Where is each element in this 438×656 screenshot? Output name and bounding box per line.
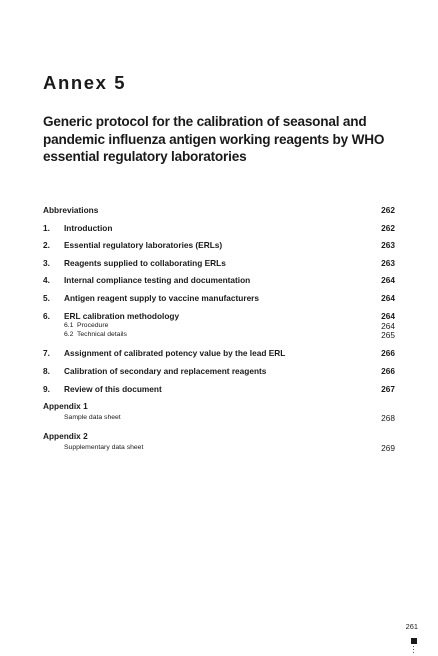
toc-section-9[interactable] bbox=[43, 384, 395, 402]
table-of-contents bbox=[43, 205, 395, 461]
toc-subsection-6-2[interactable] bbox=[43, 331, 395, 340]
document-title: Generic protocol for the calibration of seasonal and pandemic influenza antigen working reagents by WHO essential regulatory laboratories bbox=[43, 114, 385, 164]
section-page: 266 bbox=[381, 365, 395, 376]
toc-appendix-1-heading bbox=[43, 401, 395, 413]
section-label: Review of this document bbox=[64, 383, 162, 394]
section-page: 264 bbox=[381, 275, 395, 286]
section-number: 8. bbox=[43, 365, 50, 376]
toc-label: Abbreviations bbox=[43, 205, 99, 215]
toc-section-8[interactable] bbox=[43, 366, 395, 384]
section-number: 5. bbox=[43, 292, 50, 303]
subsection-page: 265 bbox=[381, 329, 395, 340]
section-number: 3. bbox=[43, 257, 50, 268]
toc-section-3[interactable] bbox=[43, 258, 395, 276]
toc-appendix-2-heading bbox=[43, 431, 395, 443]
toc-appendix-1-item[interactable] bbox=[43, 413, 395, 431]
section-page: 267 bbox=[381, 383, 395, 394]
section-number: 7. bbox=[43, 348, 50, 359]
subsection-page: 264 bbox=[381, 321, 395, 332]
section-number: 6. bbox=[43, 310, 50, 321]
section-page: 263 bbox=[381, 240, 395, 251]
section-page: 262 bbox=[381, 222, 395, 233]
appendix-label: Appendix 1 bbox=[43, 401, 88, 412]
toc-abbreviations[interactable] bbox=[43, 205, 395, 223]
toc-section-7[interactable] bbox=[43, 348, 395, 366]
page-number: 261 bbox=[405, 622, 418, 631]
section-label: Introduction bbox=[64, 222, 113, 233]
toc-section-2[interactable] bbox=[43, 240, 395, 258]
toc-section-5[interactable] bbox=[43, 293, 395, 311]
section-page: 264 bbox=[381, 292, 395, 303]
subsection-label: Technical details bbox=[77, 330, 127, 338]
section-label: Assignment of calibrated potency value by the lead ERL bbox=[64, 348, 286, 359]
appendix-label: Appendix 2 bbox=[43, 431, 88, 442]
section-number: 2. bbox=[43, 240, 50, 251]
section-page: 263 bbox=[381, 257, 395, 268]
section-label: Essential regulatory laboratories (ERLs) bbox=[64, 240, 223, 251]
section-number: 1. bbox=[43, 222, 50, 233]
subsection-number: 6.1 bbox=[64, 322, 74, 330]
subsection-label: Procedure bbox=[77, 322, 109, 330]
section-label: ERL calibration methodology bbox=[64, 310, 180, 321]
page-marker-square bbox=[411, 638, 417, 644]
section-label: Internal compliance testing and documentation bbox=[64, 275, 251, 286]
appendix-item-label: Sample data sheet bbox=[64, 414, 121, 422]
section-label: Reagents supplied to collaborating ERLs bbox=[64, 257, 226, 268]
appendix-page: 269 bbox=[381, 443, 395, 454]
section-label: Calibration of secondary and replacement reagents bbox=[64, 365, 267, 376]
section-page: 266 bbox=[381, 348, 395, 359]
toc-section-1[interactable] bbox=[43, 223, 395, 241]
appendix-page: 268 bbox=[381, 413, 395, 424]
annex-heading: Annex 5 bbox=[43, 72, 127, 93]
appendix-item-label: Supplementary data sheet bbox=[64, 444, 144, 452]
section-page: 264 bbox=[381, 310, 395, 321]
page-marker-dots bbox=[413, 646, 414, 655]
subsection-number: 6.2 bbox=[64, 330, 74, 338]
section-label: Antigen reagent supply to vaccine manufacturers bbox=[64, 292, 260, 303]
toc-section-4[interactable] bbox=[43, 275, 395, 293]
section-number: 9. bbox=[43, 383, 50, 394]
section-number: 4. bbox=[43, 275, 50, 286]
toc-page: 262 bbox=[381, 205, 395, 215]
toc-subsection-6-1[interactable] bbox=[43, 322, 395, 331]
toc-appendix-2-item[interactable] bbox=[43, 443, 395, 461]
